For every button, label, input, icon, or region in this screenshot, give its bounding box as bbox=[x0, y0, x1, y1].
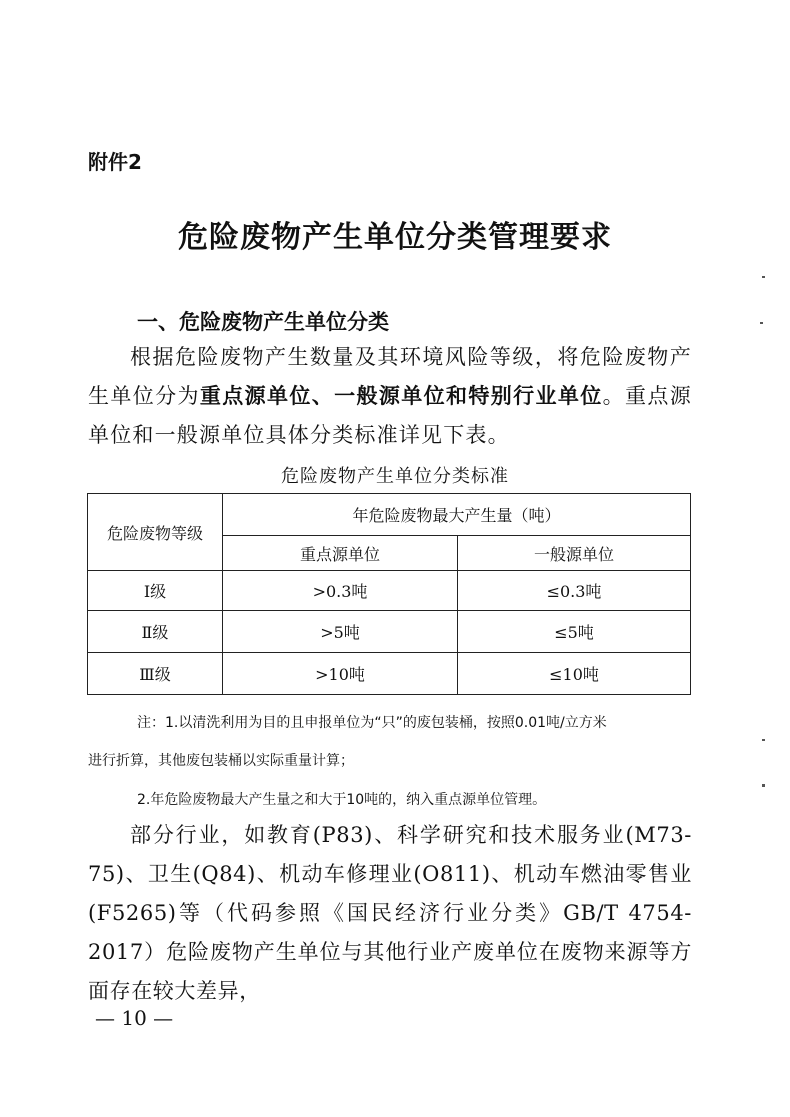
cell-grade: Ⅱ级 bbox=[88, 611, 223, 653]
cell-grade: Ⅲ级 bbox=[88, 653, 223, 695]
table-row bbox=[88, 611, 691, 653]
header-general-source: 一般源单位 bbox=[458, 536, 691, 571]
scan-mark bbox=[762, 784, 765, 787]
scan-mark bbox=[760, 322, 763, 324]
attachment-label: 附件2 bbox=[88, 150, 142, 174]
section-heading: 一、危险废物产生单位分类 bbox=[137, 310, 389, 334]
para-text: 根据危险废物产生数量及其环境风险等级，将危险废物产生单位分为 bbox=[88, 345, 692, 408]
cell-grade: Ⅰ级 bbox=[88, 571, 223, 611]
cell-general: ≤0.3吨 bbox=[458, 571, 691, 611]
page-number: — 10 — bbox=[95, 1006, 174, 1030]
note-line-1: 注：1.以清洗利用为目的且申报单位为“只”的废包装桶，按照0.01吨/立方米 bbox=[137, 715, 607, 731]
table-row bbox=[88, 653, 691, 695]
classification-table bbox=[87, 493, 691, 695]
para-bold-text: 重点源单位、一般源单位和特别行业单位 bbox=[199, 384, 603, 408]
scan-mark bbox=[762, 276, 765, 278]
table-caption: 危险废物产生单位分类标准 bbox=[281, 466, 509, 487]
header-grade: 危险废物等级 bbox=[88, 494, 223, 571]
scan-mark bbox=[762, 739, 765, 741]
cell-key: >10吨 bbox=[223, 653, 458, 695]
cell-key: >0.3吨 bbox=[223, 571, 458, 611]
note-line-2: 进行折算，其他废包装桶以实际重量计算； bbox=[88, 753, 354, 769]
cell-general: ≤10吨 bbox=[458, 653, 691, 695]
para-text: 。重点源单位和一般源单位具体分类标准详见下表。 bbox=[88, 384, 692, 447]
cell-general: ≤5吨 bbox=[458, 611, 691, 653]
header-key-source: 重点源单位 bbox=[223, 536, 458, 571]
paragraph-classification bbox=[88, 338, 692, 455]
page-title: 危险废物产生单位分类管理要求 bbox=[178, 220, 612, 255]
paragraph-special-industries: 部分行业，如教育(P83)、科学研究和技术服务业(M73-75)、卫生(Q84)、机动车修理业(O811)、机动车燃油零售业(F5265)等（代码参照《国民经济行业分类》GB/T 4754-2017）危险废物产生单位与其他行业产废单位在废物来源等方面存在较大差异， bbox=[88, 823, 692, 1003]
note-line-3: 2.年危险废物最大产生量之和大于10吨的，纳入重点源单位管理。 bbox=[137, 792, 547, 808]
cell-key: >5吨 bbox=[223, 611, 458, 653]
header-group: 年危险废物最大产生量（吨） bbox=[223, 494, 691, 536]
table-row bbox=[88, 571, 691, 611]
